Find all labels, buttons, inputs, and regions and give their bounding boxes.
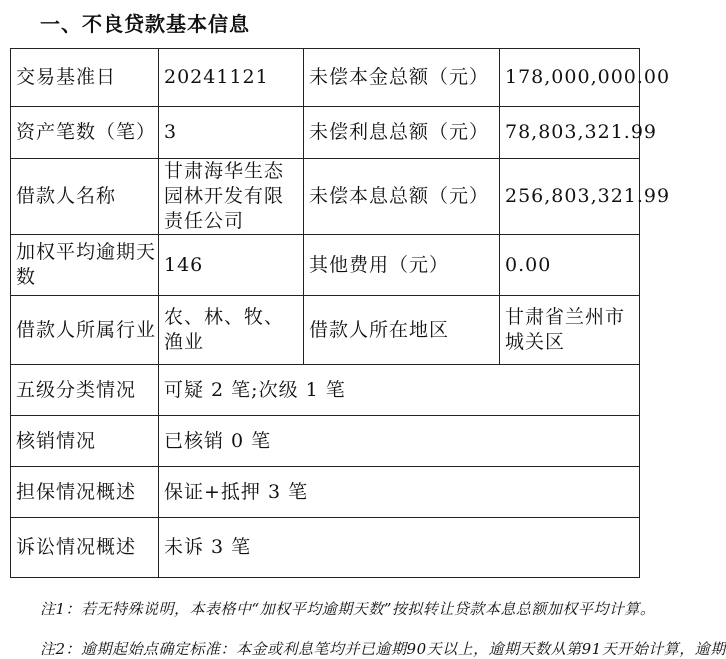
label-write-off: 核销情况 (11, 416, 159, 467)
value-weighted-overdue-days: 146 (159, 235, 304, 296)
value-asset-count: 3 (159, 107, 304, 159)
footnote-1: 注1：若无特殊说明，本表格中“加权平均逾期天数”按拟转让贷款本息总额加权平均计算。 (40, 600, 656, 618)
label-borrower-name: 借款人名称 (11, 159, 159, 235)
borrower-name-text: 甘肃海华生态园林开发有限责任公司 (164, 160, 285, 232)
footnote-2: 注2：逾期起始点确定标准：本金或利息笔均并已逾期90天以上，逾期天数从第91天开始计算，逾期 (40, 640, 726, 658)
label-unpaid-principal: 未偿本金总额（元） (304, 49, 500, 107)
value-borrower-name (159, 159, 304, 235)
value-write-off: 已核销 0 笔 (159, 416, 640, 467)
loan-info-table (10, 48, 671, 578)
value-five-level-classification: 可疑 2 笔;次级 1 笔 (159, 365, 640, 416)
value-other-fees: 0.00 (500, 235, 640, 296)
value-trade-base-date: 20241121 (159, 49, 304, 107)
value-guarantee: 保证+抵押 3 笔 (159, 467, 640, 518)
table-row (11, 107, 640, 159)
label-unpaid-interest: 未偿利息总额（元） (304, 107, 500, 159)
label-asset-count: 资产笔数（笔） (11, 107, 159, 159)
value-unpaid-principal: 178,000,000.00 (500, 49, 640, 107)
table-row (11, 159, 640, 235)
label-litigation: 诉讼情况概述 (11, 518, 159, 578)
table-row (11, 518, 640, 578)
value-litigation: 未诉 3 笔 (159, 518, 640, 578)
table-row (11, 365, 640, 416)
label-other-fees: 其他费用（元） (304, 235, 500, 296)
value-unpaid-interest: 78,803,321.99 (500, 107, 640, 159)
label-guarantee: 担保情况概述 (11, 467, 159, 518)
table-row (11, 416, 640, 467)
label-five-level-classification: 五级分类情况 (11, 365, 159, 416)
table-row (11, 467, 640, 518)
label-unpaid-total: 未偿本息总额（元） (304, 159, 500, 235)
label-borrower-industry: 借款人所属行业 (11, 296, 159, 365)
label-borrower-region: 借款人所在地区 (304, 296, 500, 365)
section-heading: 一、不良贷款基本信息 (40, 12, 250, 36)
value-borrower-industry: 农、林、牧、渔业 (159, 296, 304, 365)
label-weighted-overdue-days: 加权平均逾期天数 (11, 235, 159, 296)
table-row (11, 235, 640, 296)
table-row (11, 296, 640, 365)
table-row (11, 49, 640, 107)
label-trade-base-date: 交易基准日 (11, 49, 159, 107)
borrower-region-text: 甘肃省兰州市城关区 (505, 306, 626, 353)
value-borrower-region (500, 296, 640, 365)
value-unpaid-total: 256,803,321.99 (500, 159, 640, 235)
